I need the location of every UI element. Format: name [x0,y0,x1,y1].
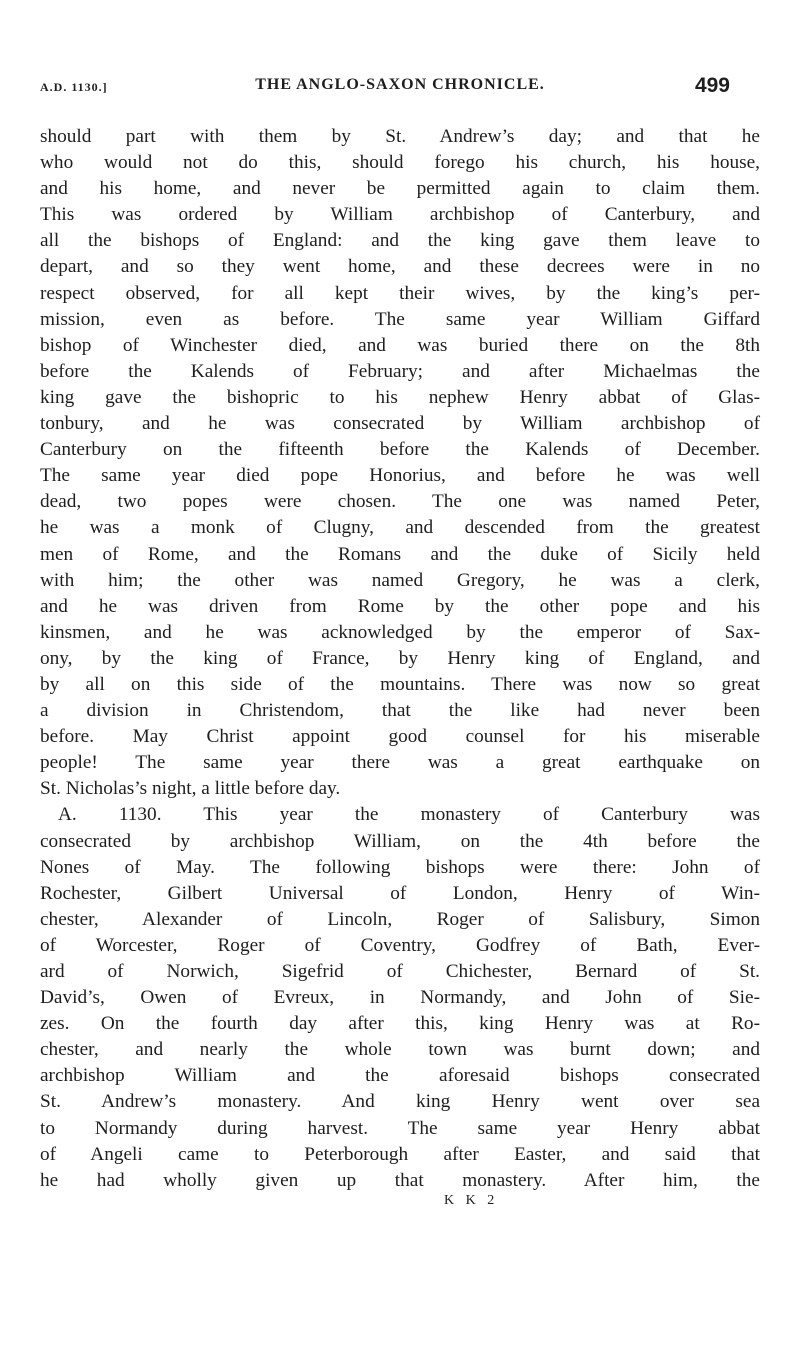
signature-mark: K K 2 [444,1192,499,1208]
text-line: with him; the other was named Gregory, he was a clerk, [40,569,760,591]
text-line: who would not do this, should forego his church, his house, [40,152,760,174]
text-line: The same year died pope Honorius, and before he was well [40,465,760,487]
text-line: he was a monk of Clugny, and descended from the greatest [40,517,760,539]
text-line: and his home, and never be permitted again to claim them. [40,178,760,200]
text-line: should part with them by St. Andrew’s day; and that he [40,126,760,147]
text-line: chester, and nearly the whole town was burnt down; and [40,1039,760,1061]
header-date: A.D. 1130.] [40,80,108,94]
text-line: a division in Christendom, that the like had never been [40,700,760,722]
text-line: by all on this side of the mountains. There was now so great [40,673,760,695]
text-line: ard of Norwich, Sigefrid of Chichester, Bernard of St. [40,961,760,982]
text-line: people! The same year there was a great earthquake on [40,752,760,774]
text-line: king gave the bishopric to his nephew Henry abbat of Glas- [40,386,760,408]
text-line: mission, even as before. The same year William Giffard [40,308,760,330]
text-line: of Angeli came to Peterborough after Easter, and said that [40,1143,760,1165]
header-title: THE ANGLO-SAXON CHRONICLE. [255,76,545,93]
text-line: archbishop William and the aforesaid bishops consecrated [40,1065,760,1087]
text-line: Nones of May. The following bishops were there: John of [40,856,760,878]
text-line: chester, Alexander of Lincoln, Roger of Salisbury, Simon [40,908,760,930]
text-line: respect observed, for all kept their wives, by the king’s per- [40,282,760,304]
text-line: to Normandy during harvest. The same year Henry abbat [40,1117,760,1139]
text-line: tonbury, and he was consecrated by William archbishop of [40,413,760,435]
page-number: 499 [694,74,730,97]
text-line: Canterbury on the fifteenth before the Kalends of December. [40,439,760,461]
text-line: St. Nicholas’s night, a little before day. [40,778,341,800]
text-line: David’s, Owen of Evreux, in Normandy, and John of Sie- [40,987,760,1009]
text-line: St. Andrew’s monastery. And king Henry went over sea [40,1091,760,1113]
body-text [40,124,760,1194]
book-page [40,74,760,1213]
text-line: before. May Christ appoint good counsel for his miserable [40,726,760,748]
text-line: and he was driven from Rome by the other pope and his [40,595,760,617]
text-line: zes. On the fourth day after this, king Henry was at Ro- [40,1013,760,1035]
text-line: depart, and so they went home, and these decrees were in no [40,256,760,278]
text-line: dead, two popes were chosen. The one was named Peter, [40,491,760,513]
text-line: consecrated by archbishop William, on the 4th before the [40,830,760,852]
text-line: kinsmen, and he was acknowledged by the emperor of Sax- [40,621,760,643]
text-line: he had wholly given up that monastery. After him, the [40,1169,760,1191]
text-line: bishop of Winchester died, and was buried there on the 8th [40,334,760,356]
text-line: A. 1130. This year the monastery of Canterbury was [58,804,760,826]
text-line: This was ordered by William archbishop of Canterbury, and [40,204,760,226]
text-line: Rochester, Gilbert Universal of London, Henry of Win- [40,882,760,904]
text-line: all the bishops of England: and the king gave them leave to [40,230,760,252]
text-line: men of Rome, and the Romans and the duke of Sicily held [40,543,760,565]
text-line: ony, by the king of France, by Henry king of England, and [40,647,760,669]
text-line: of Worcester, Roger of Coventry, Godfrey of Bath, Ever- [40,934,760,956]
running-header [40,74,760,104]
text-line: before the Kalends of February; and after Michaelmas the [40,360,760,382]
